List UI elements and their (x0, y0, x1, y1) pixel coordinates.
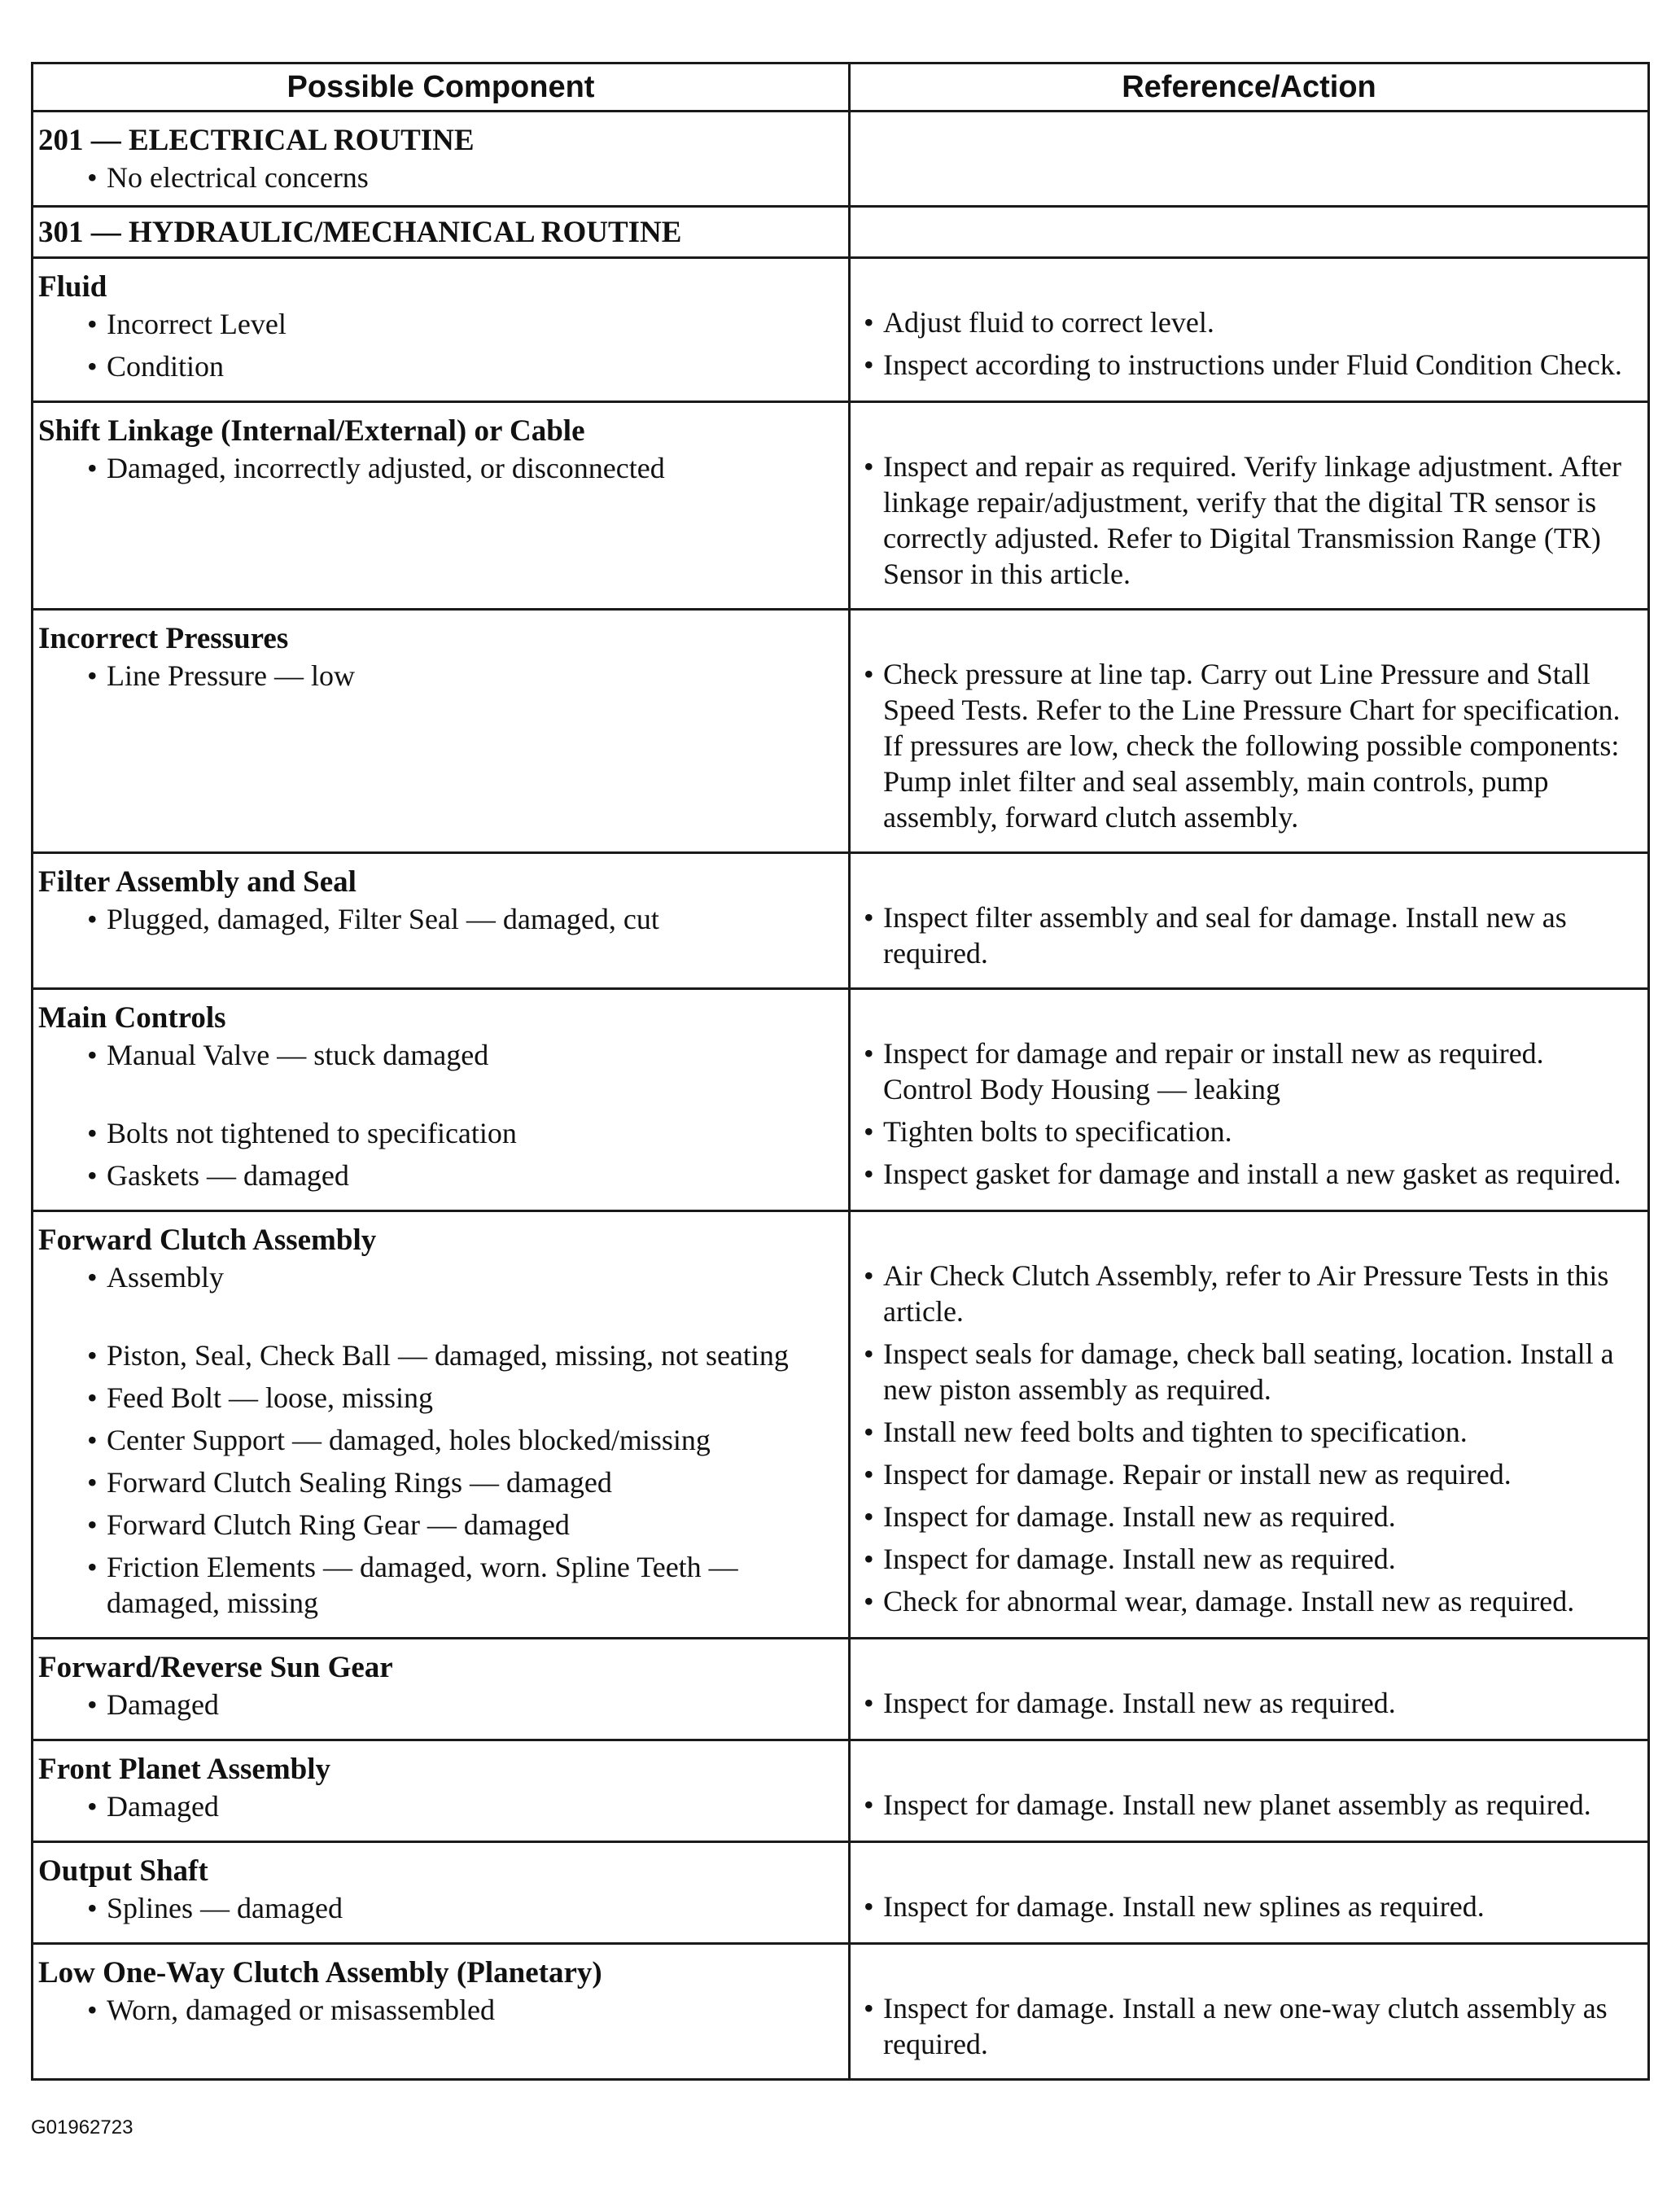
component-cell (33, 112, 850, 207)
action-cell (850, 853, 1649, 989)
component-item: • Condition (33, 348, 848, 384)
action-item: • Inspect for damage. Repair or install new as required. (851, 1456, 1647, 1492)
component-item: • Worn, damaged or misassembled (33, 1992, 848, 2028)
action-cell (850, 112, 1649, 207)
component-cell (33, 610, 850, 853)
component-cell (33, 207, 850, 258)
component-cell (33, 1944, 850, 2080)
action-item: • Air Check Clutch Assembly, refer to Air Pressure Tests in this article. (851, 1258, 1647, 1329)
action-cell (850, 1842, 1649, 1944)
table-row (33, 1944, 1649, 2080)
action-cell (850, 1740, 1649, 1842)
section-title: Front Planet Assembly (38, 1753, 331, 1786)
table-header-row (33, 63, 1649, 112)
table-row (33, 853, 1649, 989)
action-item: • Tighten bolts to specification. (851, 1114, 1647, 1149)
action-cell (850, 258, 1649, 402)
table-row (33, 989, 1649, 1211)
action-cell (850, 1211, 1649, 1639)
table-row (33, 1740, 1649, 1842)
component-cell (33, 1842, 850, 1944)
table-row (33, 112, 1649, 207)
component-cell (33, 853, 850, 989)
component-item: • Incorrect Level (33, 306, 848, 342)
component-cell (33, 1639, 850, 1740)
component-item: • Feed Bolt — loose, missing (33, 1380, 848, 1416)
section-title: Fluid (38, 270, 107, 304)
action-item: • Check pressure at line tap. Carry out Line Pressure and Stall Speed Tests. Refer to the Line Pressure Chart for specification. If pressures are low, check the following possible components: Pump inlet filter and seal assembly, main controls, pump assembly, forward clutch assembly. (851, 656, 1647, 835)
figure-id: G01962723 (31, 2116, 133, 2138)
table-row (33, 402, 1649, 610)
component-item: • Gaskets — damaged (33, 1158, 848, 1193)
component-cell (33, 402, 850, 610)
section-title: 301 — HYDRAULIC/MECHANICAL ROUTINE (38, 216, 682, 249)
action-item: • Inspect for damage. Install new as required. (851, 1685, 1647, 1721)
component-item: • Plugged, damaged, Filter Seal — damaged, cut (33, 901, 848, 937)
section-title: Low One-Way Clutch Assembly (Planetary) (38, 1956, 602, 1989)
section-title: Main Controls (38, 1001, 226, 1035)
component-item: • Damaged (33, 1687, 848, 1722)
table-row (33, 1842, 1649, 1944)
diagnostic-table (31, 62, 1650, 2081)
action-item: • Inspect for damage. Install new splines as required. (851, 1889, 1647, 1924)
component-cell (33, 989, 850, 1211)
action-item: • Check for abnormal wear, damage. Install new as required. (851, 1583, 1647, 1619)
diagnostic-table-container (31, 62, 1647, 2081)
action-item: • Inspect for damage. Install a new one-way clutch assembly as required. (851, 1990, 1647, 2062)
action-cell (850, 610, 1649, 853)
action-item: • Inspect for damage and repair or install new as required. Control Body Housing — leaking (851, 1035, 1647, 1107)
component-item: • Manual Valve — stuck damaged (33, 1037, 848, 1073)
table-row (33, 1211, 1649, 1639)
component-item: • Bolts not tightened to specification (33, 1115, 848, 1151)
section-title: Forward Clutch Assembly (38, 1223, 377, 1257)
action-cell (850, 402, 1649, 610)
column-header-component: Possible Component (33, 63, 850, 112)
action-cell (850, 989, 1649, 1211)
component-item: • No electrical concerns (33, 160, 848, 195)
component-item: • Forward Clutch Ring Gear — damaged (33, 1507, 848, 1543)
column-header-action: Reference/Action (850, 63, 1649, 112)
component-cell (33, 1740, 850, 1842)
component-item: • Center Support — damaged, holes blocked/missing (33, 1422, 848, 1458)
action-item: • Inspect and repair as required. Verify linkage adjustment. After linkage repair/adjustment, verify that the digital TR sensor is correctly adjusted. Refer to Digital Transmission Range (TR) Sensor in this article. (851, 449, 1647, 592)
action-item: • Inspect for damage. Install new as required. (851, 1541, 1647, 1577)
table-row (33, 1639, 1649, 1740)
component-item: • Forward Clutch Sealing Rings — damaged (33, 1464, 848, 1500)
action-item: • Inspect for damage. Install new planet assembly as required. (851, 1787, 1647, 1823)
section-title: 201 — ELECTRICAL ROUTINE (38, 124, 475, 157)
component-item: • Assembly (33, 1259, 848, 1295)
section-title: Incorrect Pressures (38, 622, 289, 655)
action-item: • Install new feed bolts and tighten to specification. (851, 1414, 1647, 1450)
action-item: • Inspect for damage. Install new as required. (851, 1499, 1647, 1534)
section-title: Forward/Reverse Sun Gear (38, 1651, 393, 1684)
table-row (33, 258, 1649, 402)
section-title: Shift Linkage (Internal/External) or Cable (38, 414, 585, 448)
action-item: • Inspect filter assembly and seal for damage. Install new as required. (851, 900, 1647, 971)
component-cell (33, 258, 850, 402)
component-item: • Friction Elements — damaged, worn. Spline Teeth — damaged, missing (33, 1549, 848, 1621)
table-row (33, 207, 1649, 258)
action-cell (850, 1944, 1649, 2080)
section-title: Output Shaft (38, 1854, 208, 1888)
component-item: • Splines — damaged (33, 1890, 848, 1926)
table-row (33, 610, 1649, 853)
component-item: • Line Pressure — low (33, 658, 848, 694)
component-item: • Damaged, incorrectly adjusted, or disconnected (33, 450, 848, 486)
action-cell (850, 207, 1649, 258)
section-title: Filter Assembly and Seal (38, 865, 357, 899)
action-item: • Adjust fluid to correct level. (851, 304, 1647, 340)
action-item: • Inspect gasket for damage and install a new gasket as required. (851, 1156, 1647, 1192)
action-item: • Inspect according to instructions under Fluid Condition Check. (851, 347, 1647, 383)
component-item: • Piston, Seal, Check Ball — damaged, missing, not seating (33, 1337, 848, 1373)
action-cell (850, 1639, 1649, 1740)
component-item: • Damaged (33, 1788, 848, 1824)
action-item: • Inspect seals for damage, check ball seating, location. Install a new piston assembly as required. (851, 1336, 1647, 1407)
component-cell (33, 1211, 850, 1639)
